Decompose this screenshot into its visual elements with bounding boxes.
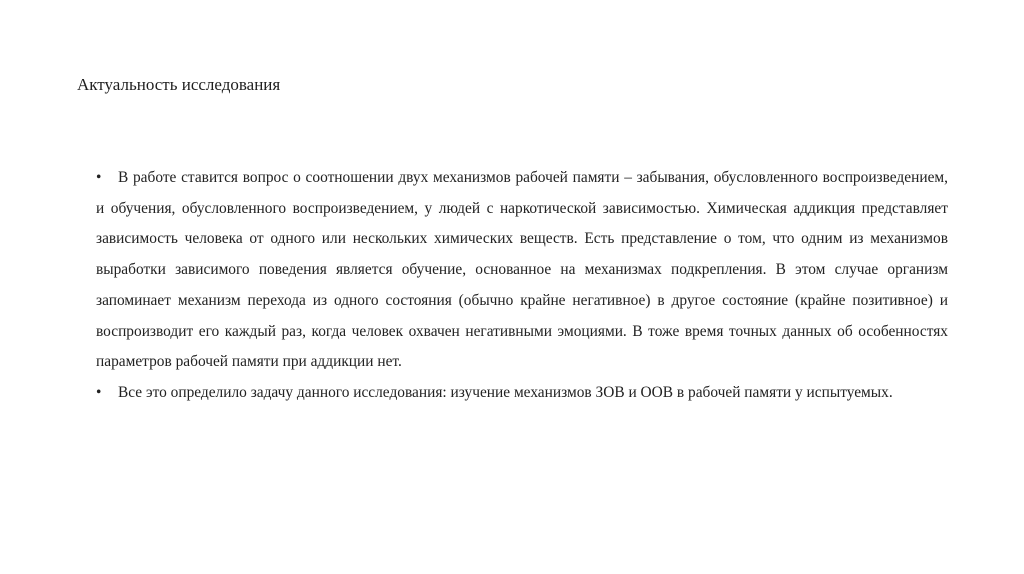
- bullet-text: В работе ставится вопрос о соотношении двух механизмов рабочей памяти – забывания, обусловленного воспроизведением, и обучения, обусловленного воспроизведением, у людей с наркотической зависимостью. Химическая аддикция представляет зависимость человека от одного или нескольких химических веществ. Есть представление о том, что одним из механизмов выработки зависимого поведения является обучение, основанное на механизмах подкрепления. В этом случае организм запоминает механизм перехода из одного состояния (обычно крайне негативное) в другое состояние (крайне позитивное) и воспроизводит его каждый раз, когда человек охвачен негативными эмоциями. В тоже время точных данных об особенностях параметров рабочей памяти при аддикции нет.: [96, 169, 948, 371]
- bullet-marker: •: [96, 169, 102, 186]
- slide-title: Актуальность исследования: [77, 75, 281, 94]
- bullet-list: [96, 163, 948, 409]
- bullet-item-2: [96, 378, 948, 409]
- bullet-item-1: [96, 163, 948, 378]
- bullet-marker: •: [96, 383, 102, 401]
- bullet-text: Все это определило задачу данного исследования: изучение механизмов ЗОВ и ООВ в рабочей памяти у испытуемых.: [118, 383, 893, 401]
